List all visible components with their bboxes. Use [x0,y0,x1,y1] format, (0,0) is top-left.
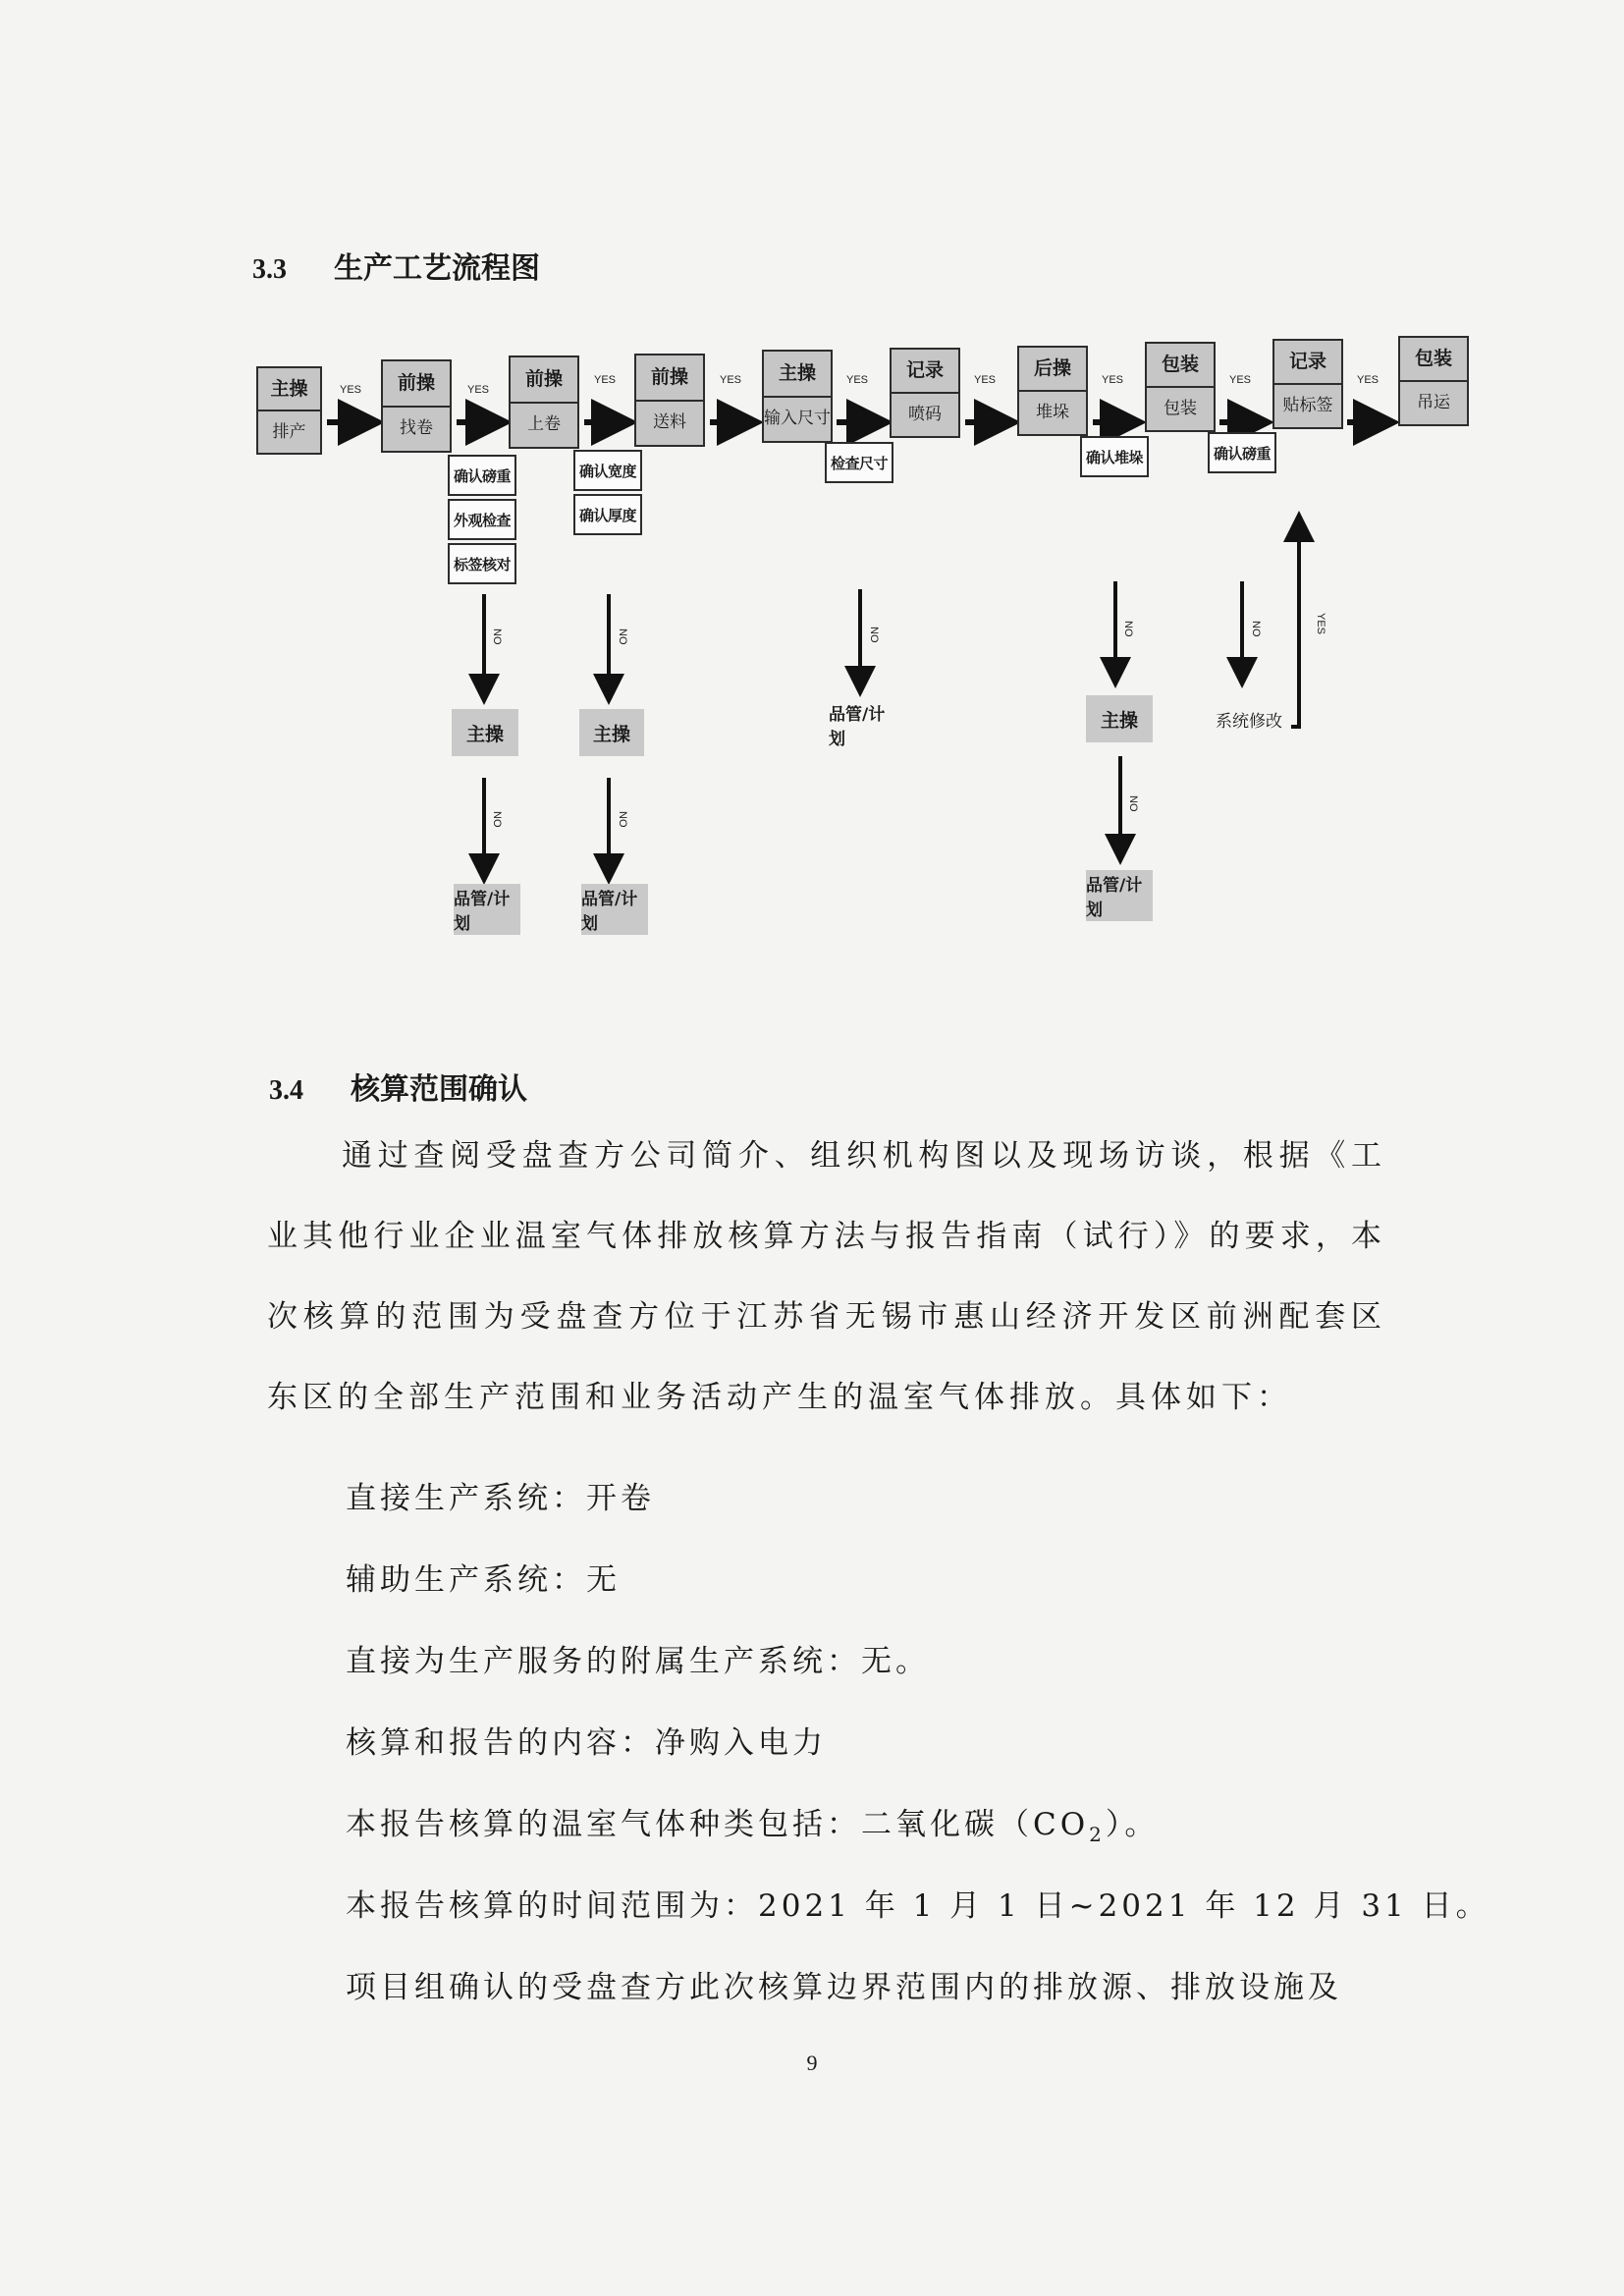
step-action: 上卷 [527,414,561,435]
scope-item: 项目组确认的受盘查方此次核算边界范围内的排放源、排放设施及 [346,1970,1342,2005]
gas-subscript: 2 [1089,1823,1106,1847]
outcome-pinguan: 品管/计划 [1086,870,1153,921]
section-title: 生产工艺流程图 [334,251,540,286]
flow-step-2 [381,359,452,453]
step-role: 后操 [1019,348,1086,392]
scope-item: 辅助生产系统：无 [346,1562,621,1598]
step-role: 主操 [764,352,831,398]
yes-label: YES [974,374,997,386]
no-label: NO [1122,621,1134,637]
yes-label: YES [340,384,362,396]
section-number: 3.4 [269,1075,303,1106]
yes-label: YES [1357,374,1380,386]
flow-step-10 [1398,336,1469,426]
check-item: 确认磅重 [1208,432,1276,473]
no-label: NO [617,629,628,645]
flow-step-7 [1017,346,1088,436]
yes-label-vertical: YES [1315,613,1326,635]
section-3-4-heading [269,1065,527,1108]
step-action: 排产 [272,421,306,442]
yes-label: YES [1229,374,1252,386]
step-role: 主操 [258,368,320,411]
check-item: 标签核对 [448,543,516,584]
step-role: 包装 [1400,338,1467,382]
scope-item: 本报告核算的时间范围为：2021 年 1 月 1 日~2021 年 12 月 31 日。 [346,1888,1490,1924]
outcome-xitong: 系统修改 [1216,711,1282,732]
scope-item-gas [346,1799,1159,1846]
yes-label: YES [594,374,617,386]
step-action: 吊运 [1417,393,1450,412]
flow-step-8 [1145,342,1216,432]
gas-text: 本报告核算的温室气体种类包括：二氧化碳（CO [346,1807,1090,1842]
scope-item: 直接为生产服务的附属生产系统：无。 [346,1644,930,1679]
step-role: 前操 [383,361,450,408]
check-item: 确认磅重 [448,455,516,496]
section-number: 3.3 [252,254,287,285]
no-label: NO [491,629,503,645]
step-action: 堆垛 [1036,403,1069,422]
outcome-pinguan: 品管/计划 [581,884,648,935]
no-label: NO [1250,621,1262,637]
yes-label: YES [720,374,742,386]
no-label: NO [491,811,503,828]
flow-step-9 [1272,339,1343,429]
outcome-zhucao: 主操 [452,709,518,756]
step-role: 前操 [511,357,577,404]
step-action: 包装 [1164,399,1197,418]
scope-item: 直接生产系统：开卷 [346,1481,655,1516]
step-role: 记录 [1274,341,1341,385]
step-role: 前操 [636,355,703,402]
outcome-pinguan: 品管/计划 [829,705,886,749]
no-label: NO [1127,795,1139,812]
outcome-pinguan: 品管/计划 [454,884,520,935]
section-title: 核算范围确认 [351,1072,527,1107]
outcome-zhucao: 主操 [579,709,644,756]
check-item: 确认堆垛 [1080,436,1149,477]
body-paragraph: 通过查阅受盘查方公司简介、组织机构图以及现场访谈，根据《工业其他行业企业温室气体排放核算方法与报告指南（试行）》的要求，本次核算的范围为受盘查方位于江苏省无锡市惠山经济开发区前洲配套区东区的全部生产范围和业务活动产生的温室气体排放。具体如下： [267,1138,1386,1415]
flow-step-4 [634,354,705,447]
page-number: 9 [806,2050,818,2075]
step-action: 送料 [653,412,686,433]
step-action: 输入尺寸 [764,409,831,429]
scope-item: 核算和报告的内容：净购入电力 [346,1725,827,1761]
flow-step-3 [509,355,579,449]
check-item: 外观检查 [448,499,516,540]
step-role: 包装 [1147,344,1214,388]
yes-label: YES [467,384,490,396]
yes-label: YES [1102,374,1124,386]
gas-text-end: ）。 [1105,1807,1160,1842]
no-label: NO [868,627,880,643]
step-action: 喷码 [908,405,942,424]
check-item: 确认厚度 [573,494,642,535]
step-action: 贴标签 [1282,396,1333,415]
check-item: 检查尺寸 [825,442,893,483]
flow-step-1 [256,366,322,455]
no-label: NO [617,811,628,828]
check-item: 确认宽度 [573,450,642,491]
step-role: 记录 [892,350,958,394]
outcome-zhucao: 主操 [1086,695,1153,742]
flow-step-6 [890,348,960,438]
yes-label: YES [846,374,869,386]
step-action: 找卷 [400,418,433,439]
flow-step-5 [762,350,833,443]
